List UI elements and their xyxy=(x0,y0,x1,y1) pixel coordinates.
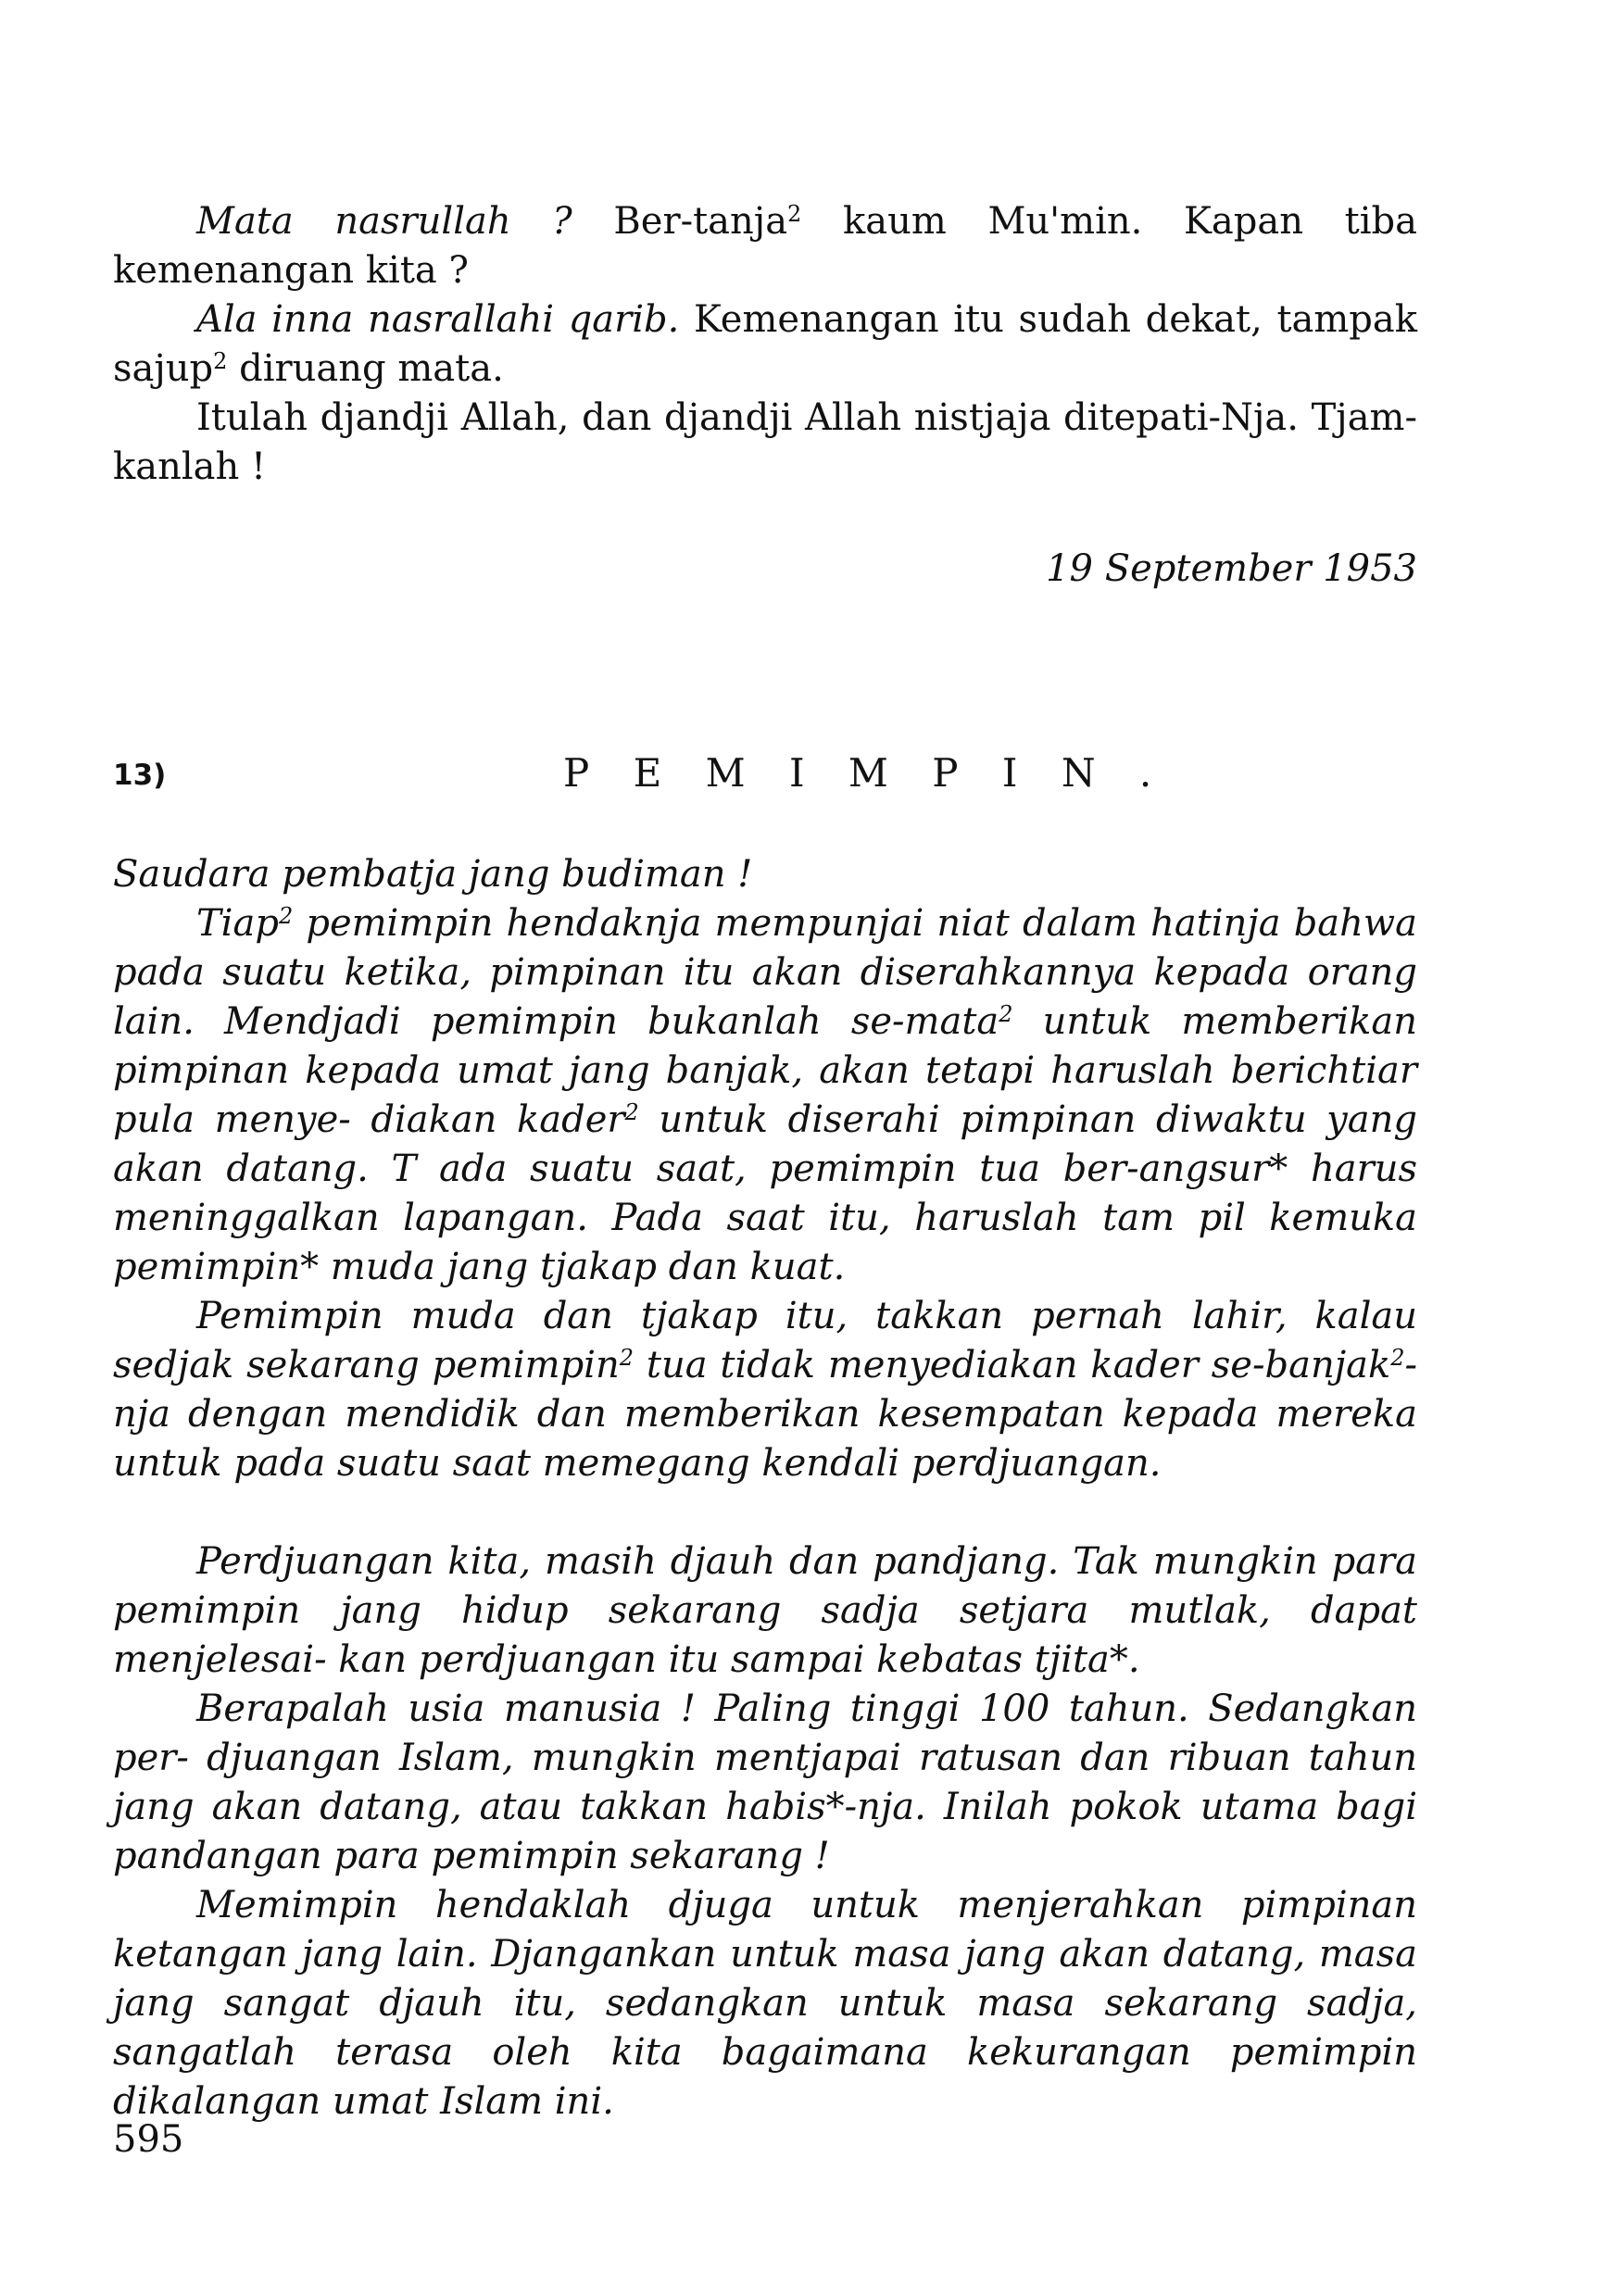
superscript: 2 xyxy=(213,347,228,374)
arabic-phrase: Ala inna nasrallahi qarib. xyxy=(196,298,680,341)
paragraph-usia-manusia: Berapalah usia manusia ! Paling tinggi 100 tahun. Sedangkan per- djuangan Islam, mungkin mentjapai ratusan dan ribuan tahun jang akan datang, atau takkan habis*-nja. Inilah pokok utama bagi pandangan para pemimpin sekarang ! xyxy=(113,1687,1417,1877)
text-span: Kemenangan itu sudah dekat, tampak sajup xyxy=(113,298,1417,390)
paragraph-gap xyxy=(113,1488,1417,1537)
text-span: tua tidak menyediakan kader se-banjak xyxy=(634,1344,1391,1386)
superscript: 2 xyxy=(999,1000,1013,1027)
text-span: untuk memberikan pimpinan kepada umat jang banjak, akan tetapi haruslah berichtiar pula menye- diakan kader xyxy=(113,1000,1417,1141)
text-span: kaum Mu'min. Kapan tiba kemenangan kita ? xyxy=(113,200,1417,292)
arabic-phrase: Mata nasrullah ? xyxy=(196,200,572,243)
text-span: Tiap xyxy=(196,902,279,945)
paragraph-tiap-pemimpin xyxy=(113,899,1417,1292)
text-span: Ber-tanja xyxy=(572,200,788,243)
text-span: diruang mata. xyxy=(227,347,504,390)
date-line: 19 September 1953 xyxy=(1046,547,1417,590)
text-span: -nja dengan mendidik dan memberikan kesempatan kepada mereka untuk pada suatu saat memegang kendali perdjuangan. xyxy=(113,1344,1417,1485)
section-title: P E M I M P I N . xyxy=(563,750,1168,796)
superscript: 2 xyxy=(619,1344,635,1371)
paragraph-mata-nasrullah xyxy=(113,197,1417,295)
top-text-block xyxy=(113,197,1417,492)
text-span: Pemimpin muda dan tjakap itu, takkan pernah lahir, kalau sedjak sekarang pemimpin xyxy=(113,1295,1417,1386)
text-span: untuk diserahi pimpinan diwaktu yang akan datang. T ada suatu saat, pemimpin tua ber-angsur* harus meninggalkan lapangan. Pada saat itu, haruslah tam pil kemuka pemimpin* muda jang tjakap dan kuat. xyxy=(113,1098,1417,1288)
superscript: 2 xyxy=(278,902,294,929)
salutation: Saudara pembatja jang budiman ! xyxy=(113,853,753,896)
section-number: 13) xyxy=(113,759,167,792)
superscript: 2 xyxy=(1390,1344,1405,1371)
body-text-block xyxy=(113,850,1417,2127)
superscript: 2 xyxy=(624,1098,639,1125)
paragraph-perdjuangan-kita: Perdjuangan kita, masih djauh dan pandjang. Tak mungkin para pemimpin jang hidup sekarang sadja setjara mutlak, dapat menjelesai- kan perdjuangan itu sampai kebatas tjita*. xyxy=(113,1540,1417,1681)
page-number: 595 xyxy=(113,2118,184,2161)
paragraph-pemimpin-muda xyxy=(113,1292,1417,1488)
text-span: pemimpin hendaknja mempunjai niat dalam hatinja bahwa pada suatu ketika, pimpinan itu akan diserahkannya kepada orang lain. Mendjadi pemimpin bukanlah se-mata xyxy=(113,902,1417,1043)
paragraph-memimpin: Memimpin hendaklah djuga untuk menjerahkan pimpinan ketangan jang lain. Djangankan untuk masa jang akan datang, masa jang sangat djauh itu, sedangkan untuk masa sekarang sadja, sangatlah terasa oleh kita bagaimana kekurangan pemimpin dikalangan umat Islam ini. xyxy=(113,1884,1417,2123)
paragraph-djandji-allah: Itulah djandji Allah, dan djandji Allah nistjaja ditepati-Nja. Tjam- kanlah ! xyxy=(113,396,1417,488)
superscript: 2 xyxy=(787,200,802,227)
paragraph-ala-inna xyxy=(113,295,1417,394)
